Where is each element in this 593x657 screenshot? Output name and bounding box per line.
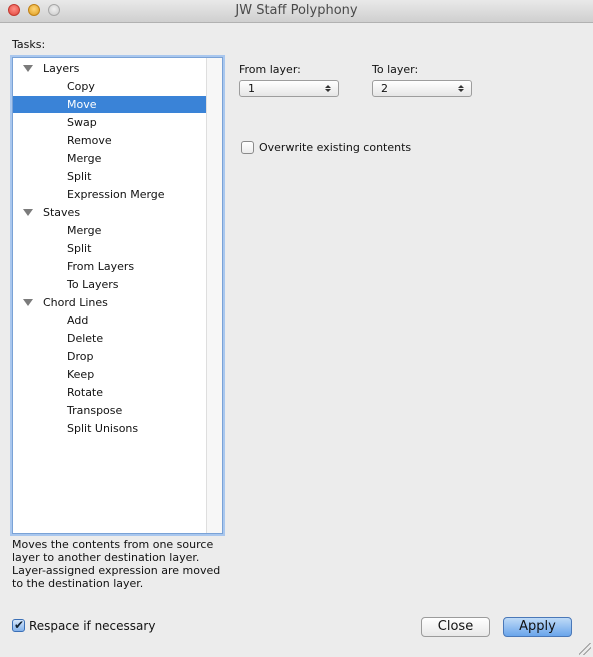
tree-group-staves[interactable] xyxy=(13,204,207,221)
tree-item-split-unisons[interactable]: Split Unisons xyxy=(67,422,139,435)
popup-arrows-icon xyxy=(324,84,332,93)
respace-label: Respace if necessary xyxy=(29,619,156,633)
tree-group-label: Staves xyxy=(43,206,81,219)
tree-item-keep[interactable]: Keep xyxy=(67,368,95,381)
overwrite-checkbox[interactable] xyxy=(241,141,254,154)
tree-group-label: Chord Lines xyxy=(43,296,108,309)
tree-item-expression-merge[interactable]: Expression Merge xyxy=(67,188,165,201)
disclosure-triangle-icon[interactable] xyxy=(23,299,33,306)
popup-arrows-icon xyxy=(457,84,465,93)
apply-button[interactable]: Apply xyxy=(503,617,572,637)
tree-item-from-layers[interactable]: From Layers xyxy=(67,260,135,273)
disclosure-triangle-icon[interactable] xyxy=(23,209,33,216)
task-description: Moves the contents from one source layer to another destination layer. Layer-assigned expression are moved to the destination layer. xyxy=(12,538,221,590)
to-layer-value: 2 xyxy=(381,82,388,95)
tree-item-remove[interactable]: Remove xyxy=(67,134,112,147)
tree-item-transpose[interactable]: Transpose xyxy=(67,404,123,417)
tree-item-swap[interactable]: Swap xyxy=(67,116,97,129)
tasks-tree[interactable] xyxy=(12,57,223,534)
from-layer-label: From layer: xyxy=(239,63,301,76)
tree-group-chord-lines[interactable] xyxy=(13,294,207,311)
tree-group-layers[interactable] xyxy=(13,60,207,77)
to-layer-label: To layer: xyxy=(372,63,419,76)
tree-scrollbar[interactable] xyxy=(206,58,222,533)
tree-item-add[interactable]: Add xyxy=(67,314,89,327)
to-layer-popup[interactable] xyxy=(372,80,472,97)
tree-item-copy[interactable]: Copy xyxy=(67,80,95,93)
tasks-label: Tasks: xyxy=(12,38,46,51)
respace-checkbox[interactable] xyxy=(12,619,25,632)
resize-grip-icon[interactable] xyxy=(579,643,591,655)
disclosure-triangle-icon[interactable] xyxy=(23,65,33,72)
tree-item-merge[interactable]: Merge xyxy=(67,152,102,165)
tree-item-staves-merge[interactable]: Merge xyxy=(67,224,102,237)
tree-group-label: Layers xyxy=(43,62,80,75)
tree-item-to-layers[interactable]: To Layers xyxy=(67,278,119,291)
overwrite-label: Overwrite existing contents xyxy=(259,141,412,154)
from-layer-value: 1 xyxy=(248,82,255,95)
window-title: JW Staff Polyphony xyxy=(235,3,358,18)
tree-item-split[interactable]: Split xyxy=(67,170,92,183)
tree-item-delete[interactable]: Delete xyxy=(67,332,104,345)
tree-item-rotate[interactable]: Rotate xyxy=(67,386,104,399)
tree-item-move[interactable]: Move xyxy=(13,96,207,113)
tree-item-drop[interactable]: Drop xyxy=(67,350,94,363)
close-button[interactable]: Close xyxy=(421,617,490,637)
title-bar xyxy=(0,0,593,23)
from-layer-popup[interactable] xyxy=(239,80,339,97)
tree-item-staves-split[interactable]: Split xyxy=(67,242,92,255)
checkmark-icon: ✔ xyxy=(14,618,25,632)
